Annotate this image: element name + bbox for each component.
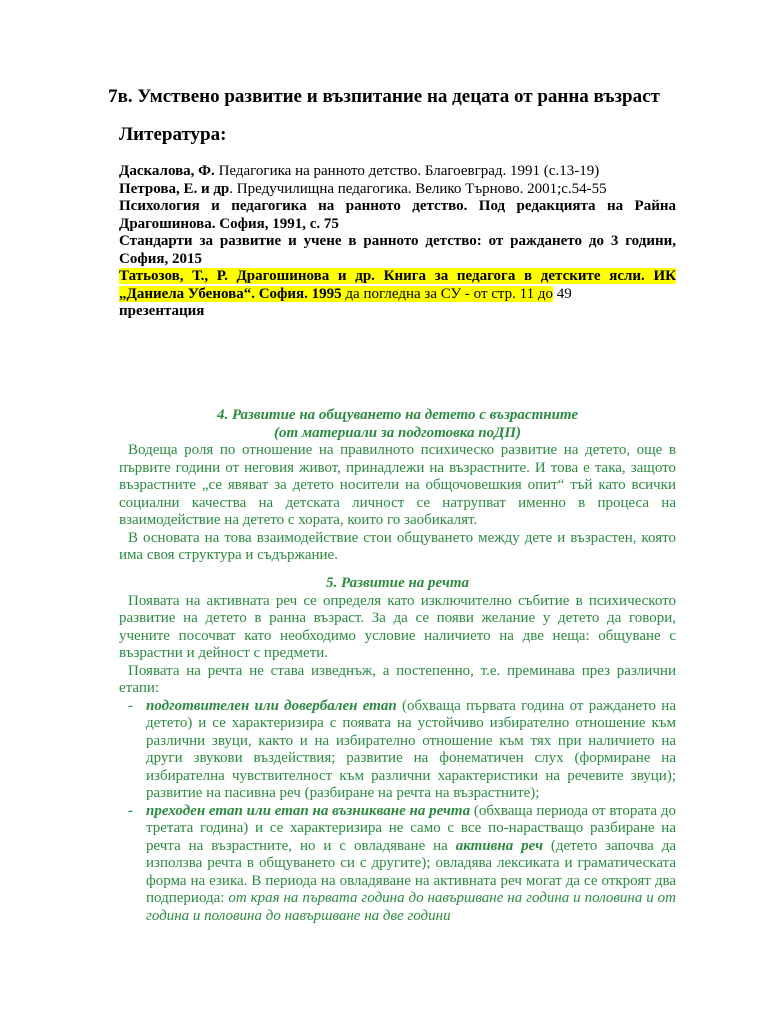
reference-author: Петрова, Е. и др — [119, 180, 230, 197]
reference-item — [119, 163, 676, 181]
paragraph: Водеща роля по отношение на правилното психическо развитие на детето, още в първите години от неговия живот, принадлежи на възрастните. И това е така, защото възрастните „се явяват за детето носители на общочовешкия опит“ тъй като всички социални качества на детската личност се натрупват именно в процеса на взаимодействие на детето с хората, които го заобикалят. — [119, 442, 676, 528]
paragraph: В основата на това взаимодействие стои общуването между дете и възрастен, която има своя структура и съдържание. — [119, 529, 676, 563]
reference-item: Стандарти за развитие и учене в ранното детство: от раждането до 3 години, София, 2015 — [119, 233, 676, 267]
literature-heading: Литература: — [119, 124, 227, 145]
highlighted-reference: Татьозов, Т., Р. Драгошинова и др. Книга за педагога в детските ясли. ИК „Даниела Убенова“. София. 1995 — [119, 268, 676, 302]
reference-item: Психология и педагогика на ранното детство. Под редакцията на Райна Драгошинова. София, 1991, с. 75 — [119, 198, 676, 232]
references-list — [119, 163, 676, 321]
stage-term: активна реч — [455, 837, 543, 854]
section-communication — [119, 407, 676, 565]
reference-author: Даскалова, Ф. — [119, 163, 215, 179]
stage-text: (детето започва да използва речта в общуването си с другите); овладява лексиката и граматическата форма на езика. В периода на овладяване на активната реч могат да се откроят два подпериода: — [146, 837, 676, 906]
reference-item — [119, 181, 676, 199]
stage-term: подготвителен или довербален етап — [146, 697, 397, 714]
dash-bullet: - — [128, 802, 133, 819]
reference-item-highlighted — [119, 268, 676, 303]
section-speech — [119, 575, 676, 925]
stage-term: преходен етап или етап на възникване на речта — [146, 802, 471, 819]
section-heading: 4. Развитие на общуването на детето с възрастните — [216, 407, 579, 423]
paragraph: Появата на активната реч се определя като изключително събитие в психическото развитие на детето в ранна възраст. За да се появи желание у детето да говори, учените посочват като необходимо условие наличието на две неща: общуване с възрастни и дейност с предмети. — [119, 592, 676, 661]
page-title: 7в. Умствено развитие и възпитание на децата от ранна възраст — [108, 86, 660, 107]
list-item — [119, 698, 676, 803]
reference-text: . Предучилищна педагогика. Велико Търново. 2001;с.54-55 — [229, 180, 607, 197]
highlighted-note: да погледна за СУ - от стр. 11 до — [341, 285, 553, 302]
presentation-label: презентация — [119, 303, 205, 319]
paragraph: Появата на речта не става изведнъж, а постепенно, т.е. преминава през различни етапи: — [119, 662, 676, 696]
reference-page-end: 49 — [552, 285, 572, 302]
dash-bullet: - — [128, 697, 133, 714]
stage-text: (обхваща периода от втората до третата година) и се характеризира не само с все по-нарастващо разбиране на речта на възрастните, но и с овладяване на — [146, 802, 676, 854]
stage-italic-text: от края на първата година до навършване на година и половина и от година и половина до навършване на две години — [146, 890, 676, 924]
section-heading: 5. Развитие на речта — [326, 575, 469, 591]
stage-text: (обхваща първата година от раждането на детето) и се характеризира с появата на устойчиво избирателно отношение към различни звуци, както и на избирателно отношение към тях при наличието на други звукови въздействия; развитие на фонематичен слух (формиране на избирателна чувствителност към различни характеристики на речевите звуци); развитие на пасивна реч (разбиране на речта на възрастните); — [146, 697, 676, 801]
section-subheading: (от материали за подготовка поДП) — [273, 424, 522, 441]
list-item — [119, 803, 676, 926]
reference-text: Педагогика на ранното детство. Благоевград. 1991 (с.13-19) — [214, 163, 600, 179]
